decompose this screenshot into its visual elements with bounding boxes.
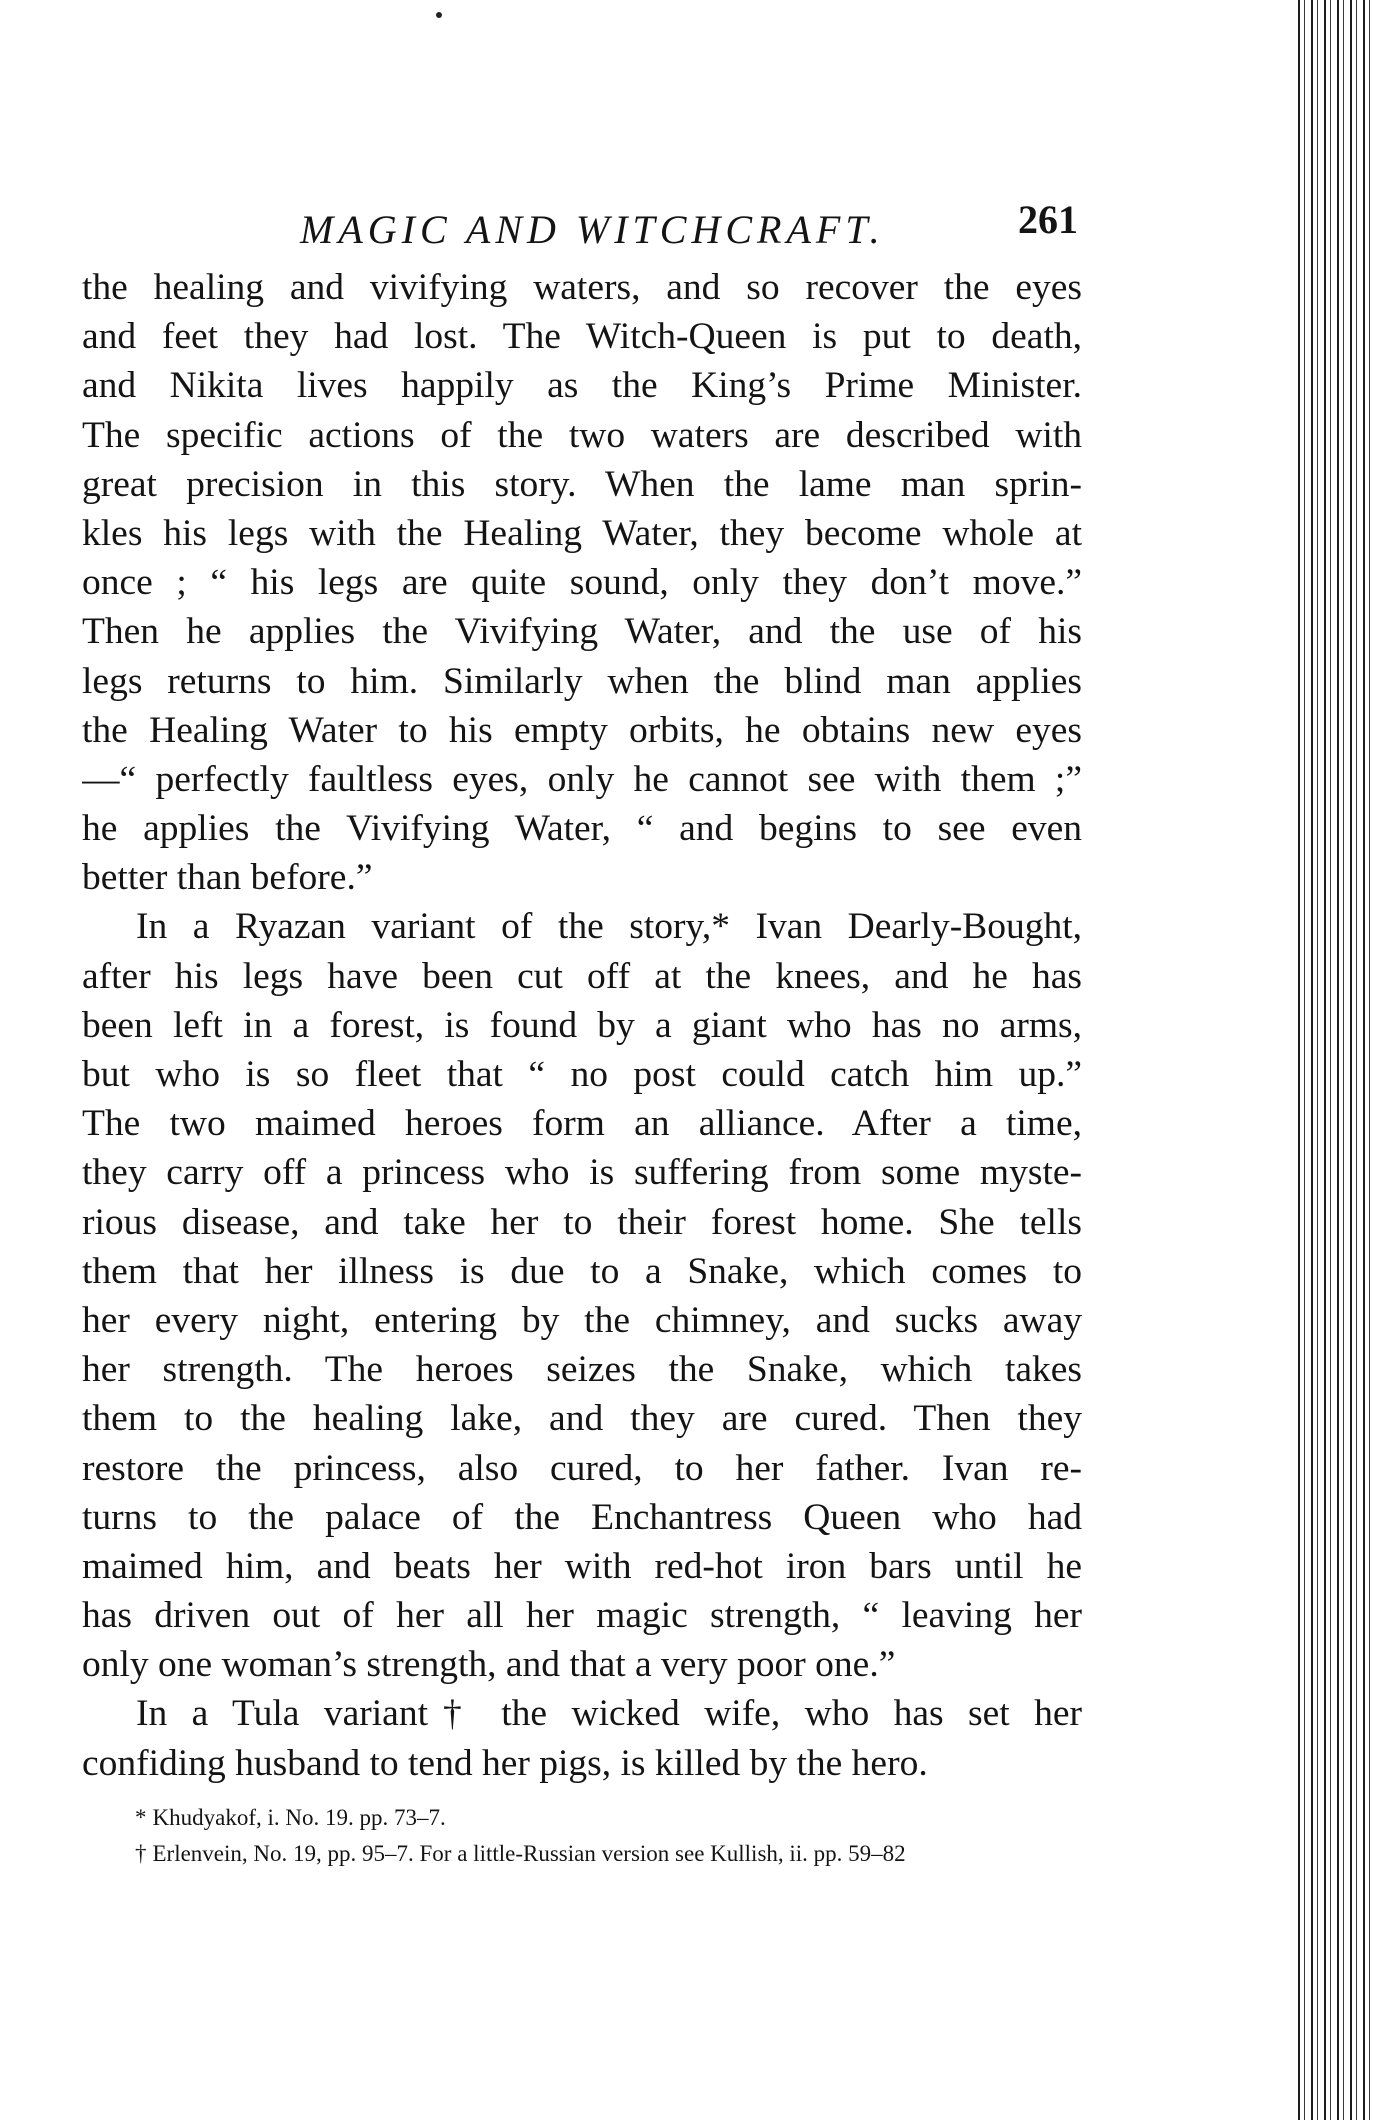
text-line: and feet they had lost. The Witch-Queen is put to death, [82,316,1082,358]
text-line: The two maimed heroes form an alliance. After a time, [82,1103,1082,1145]
text-line: maimed him, and beats her with red-hot iron bars until he [82,1545,1082,1587]
body-text [82,263,1082,1788]
text-line: after his legs have been cut off at the knees, and he has [82,955,1082,997]
page-header [300,196,1100,256]
text-line: kles his legs with the Healing Water, they become whole at [82,512,1082,554]
text-line: been left in a forest, is found by a giant who has no arms, [82,1004,1082,1046]
page-edge-scan-artifact [1295,0,1373,2120]
text-line: but who is so fleet that “ no post could catch him up.” [82,1054,1082,1095]
paragraph [82,902,1082,1689]
text-line: her every night, entering by the chimney, and sucks away [82,1299,1082,1341]
footnote-text: Erlenvein, No. 19, pp. 95–7. For a little-Russian version see Kullish, ii. pp. 59–82 [152,1841,906,1866]
text-line: once ; “ his legs are quite sound, only they don’t move.” [82,562,1082,604]
text-line: Then he applies the Vivifying Water, and the use of his [82,611,1082,653]
text-line: In a Ryazan variant of the story,* Ivan Dearly-Bought, [136,906,1082,948]
text-line: they carry off a princess who is suffering from some myste- [82,1152,1082,1194]
text-line: the Healing Water to his empty orbits, he obtains new eyes [82,709,1082,751]
text-line: turns to the palace of the Enchantress Queen who had [82,1496,1082,1538]
text-line: rious disease, and take her to their forest home. She tells [82,1201,1082,1243]
printing-speck [436,12,442,18]
text-line: only one woman’s strength, and that a very poor one.” [82,1644,896,1686]
text-line: and Nikita lives happily as the King’s Prime Minister. [82,365,1082,407]
footnote [135,1800,1095,1836]
footnote-text: Khudyakof, i. No. 19. pp. 73–7. [152,1805,446,1830]
text-line: her strength. The heroes seizes the Snake, which takes [82,1349,1082,1391]
page-number: 261 [1018,197,1078,242]
text-line: confiding husband to tend her pigs, is killed by the hero. [82,1742,928,1784]
text-line: The specific actions of the two waters are described with [82,414,1082,456]
footnote [135,1836,1095,1872]
text-line: great precision in this story. When the lame man sprin- [82,463,1082,505]
running-head: MAGIC AND WITCHCRAFT. [300,207,885,252]
text-line: restore the princess, also cured, to her father. Ivan re- [82,1447,1082,1489]
text-line: —“ perfectly faultless eyes, only he cannot see with them ;” [82,758,1082,800]
text-line: the healing and vivifying waters, and so recover the eyes [82,267,1082,308]
text-line: has driven out of her all her magic strength, “ leaving her [82,1595,1082,1637]
text-line: he applies the Vivifying Water, “ and begins to see even [82,808,1082,850]
text-line: them to the healing lake, and they are cured. Then they [82,1398,1082,1440]
text-line: them that her illness is due to a Snake, which comes to [82,1250,1082,1292]
text-line: In a Tula variant† the wicked wife, who has set her [136,1693,1082,1735]
footnote-mark: † [135,1841,147,1866]
paragraph [82,1689,1082,1787]
text-line: better than before.” [82,857,373,899]
footnotes [135,1800,1095,1872]
text-line: legs returns to him. Similarly when the blind man applies [82,660,1082,702]
paragraph [82,263,1082,902]
footnote-mark: * [135,1805,147,1830]
